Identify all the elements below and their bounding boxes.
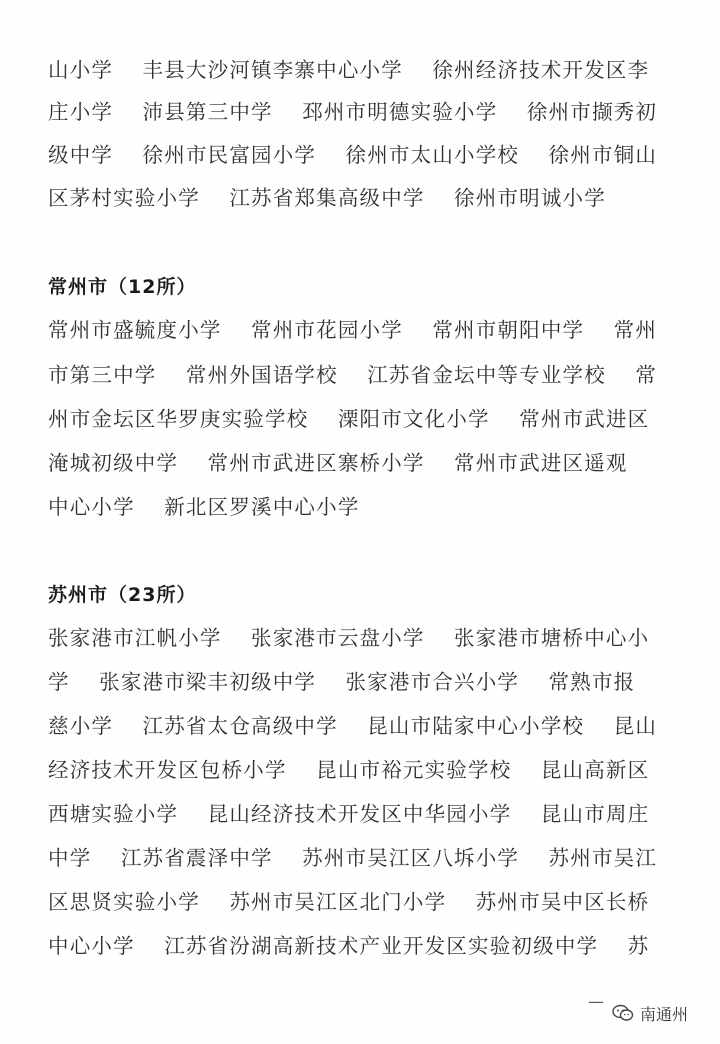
text-line: 慈小学 江苏省太仓高级中学 昆山市陆家中心小学校 昆山	[48, 714, 658, 738]
text-line: 中心小学 新北区罗溪中心小学	[48, 495, 360, 519]
text-line: 区茅村实验小学 江苏省郑集高级中学 徐州市明诚小学	[48, 186, 606, 210]
watermark-text: 南通州	[640, 1004, 689, 1024]
text-line: 州市金坛区华罗庚实验学校 溧阳市文化小学 常州市武进区	[48, 407, 650, 431]
text-line: 山小学 丰县大沙河镇李寨中心小学 徐州经济技术开发区李	[48, 58, 650, 82]
text-line: 常州市盛毓度小学 常州市花园小学 常州市朝阳中学 常州	[48, 318, 658, 342]
text-line: 学 张家港市梁丰初级中学 张家港市合兴小学 常熟市报	[48, 670, 636, 694]
text-line: 西塘实验小学 昆山经济技术开发区中华园小学 昆山市周庄	[48, 802, 650, 826]
text-line: 淹城初级中学 常州市武进区寨桥小学 常州市武进区遥观	[48, 451, 628, 475]
page-number-mark: —	[588, 992, 604, 1011]
text-line: 级中学 徐州市民富园小学 徐州市太山小学校 徐州市铜山	[48, 143, 658, 167]
text-line: 中学 江苏省震泽中学 苏州市吴江区八坼小学 苏州市吴江	[48, 846, 658, 870]
text-line: 区思贤实验小学 苏州市吴江区北门小学 苏州市吴中区长桥	[48, 890, 650, 914]
text-line: 张家港市江帆小学 张家港市云盘小学 张家港市塘桥中心小	[48, 626, 650, 650]
source-watermark	[606, 996, 694, 1030]
section-heading-suzhou: 苏州市（23所）	[48, 584, 197, 606]
wechat-icon	[612, 1004, 634, 1022]
text-line: 中心小学 江苏省汾湖高新技术产业开发区实验初级中学 苏	[48, 934, 650, 958]
section-heading-changzhou: 常州市（12所）	[48, 276, 197, 298]
text-line: 经济技术开发区包桥小学 昆山市裕元实验学校 昆山高新区	[48, 758, 650, 782]
text-line: 市第三中学 常州外国语学校 江苏省金坛中等专业学校 常	[48, 363, 658, 387]
text-line: 庄小学 沛县第三中学 邳州市明德实验小学 徐州市撷秀初	[48, 100, 658, 124]
